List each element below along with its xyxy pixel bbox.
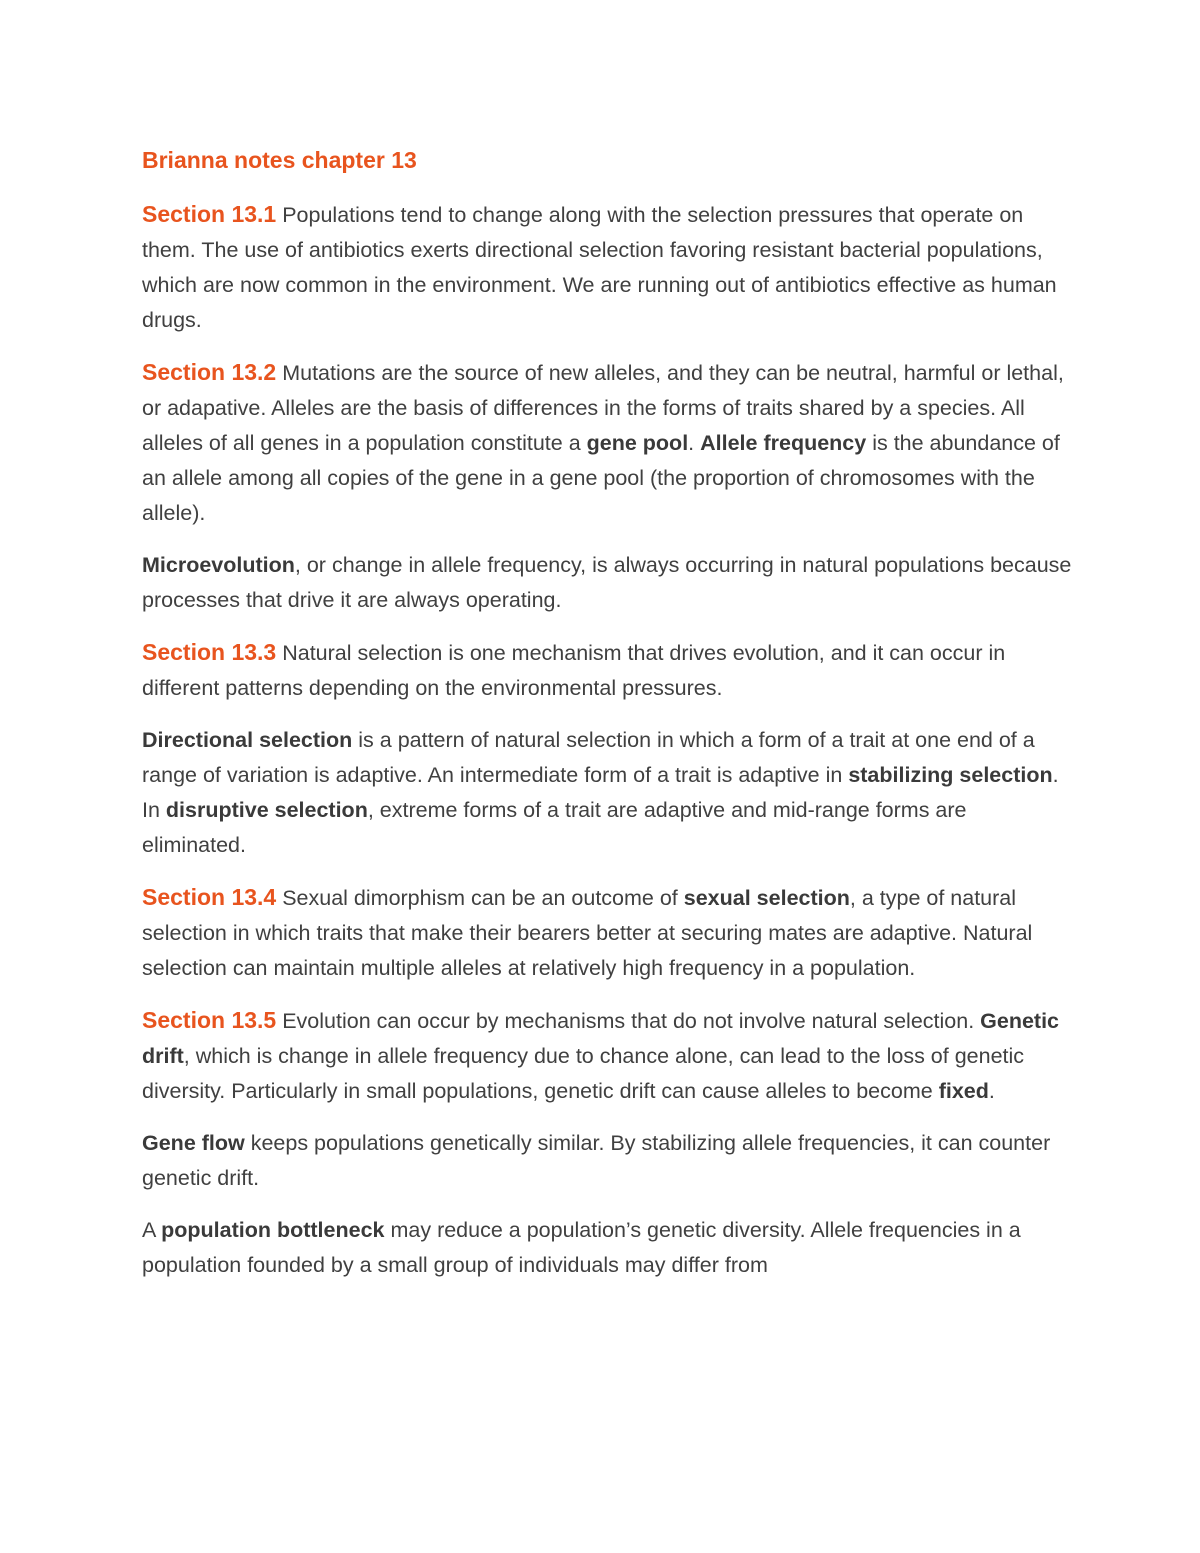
body-text: Mutations are the source of new alleles, and they can be neutral, harmful or lethal, or adapative. Alleles are the basis of differences in the forms of traits shared by a species. All alleles of all genes in a population constitute a (142, 361, 1064, 455)
paragraph (142, 635, 1072, 706)
key-term: disruptive selection (165, 798, 368, 822)
paragraph (142, 548, 1072, 618)
key-term: gene pool (586, 431, 689, 455)
key-term: population bottleneck (161, 1218, 385, 1242)
key-term: sexual selection (683, 886, 850, 910)
key-term: fixed (938, 1079, 989, 1103)
body-text: A (142, 1218, 162, 1242)
section-heading: Section 13.3 (142, 639, 277, 665)
section-heading: Section 13.5 (142, 1007, 277, 1033)
paragraph (142, 723, 1072, 863)
body-text: Sexual dimorphism can be an outcome of (276, 886, 684, 910)
body-text: . In (142, 763, 1059, 822)
key-term: Microevolution (142, 553, 295, 577)
key-term: Directional selection (142, 728, 353, 752)
body-text: . (688, 431, 701, 455)
section-heading: Section 13.2 (142, 359, 277, 385)
paragraph (142, 1126, 1072, 1196)
body-text: Natural selection is one mechanism that drives evolution, and it can occur in different patterns depending on the environmental pressures. (142, 641, 1006, 700)
body-text: Evolution can occur by mechanisms that do not involve natural selection. (276, 1009, 981, 1033)
paragraph (142, 1213, 1072, 1283)
body-text: , a type of natural selection in which traits that make their bearers better at securing mates are adaptive. Natural selection can maintain multiple alleles at relatively high frequency in a population. (142, 886, 1033, 980)
body-text: may reduce a population’s genetic diversity. Allele frequencies in a population founded by a small group of individuals may differ from (142, 1218, 1021, 1277)
body-text: Populations tend to change along with the selection pressures that operate on them. The use of antibiotics exerts directional selection favoring resistant bacterial populations, which are now common in the environment. We are running out of antibiotics effective as human drugs. (142, 203, 1057, 332)
body-text: . (988, 1079, 995, 1103)
key-term: stabilizing selection (848, 763, 1053, 787)
paragraph (142, 355, 1072, 531)
body-text: keeps populations genetically similar. By stabilizing allele frequencies, it can counter genetic drift. (142, 1131, 1051, 1190)
paragraph (142, 1003, 1072, 1109)
body-text: is a pattern of natural selection in which a form of a trait at one end of a range of variation is adaptive. An intermediate form of a trait is adaptive in (142, 728, 1035, 787)
document-title: Brianna notes chapter 13 (142, 147, 417, 173)
paragraph-list (142, 197, 1072, 1283)
paragraph (142, 197, 1072, 338)
body-text: is the abundance of an allele among all copies of the gene in a gene pool (the proportion of chromosomes with the allele). (142, 431, 1060, 525)
key-term: Gene flow (142, 1131, 245, 1155)
key-term: Allele frequency (700, 431, 867, 455)
body-text: , extreme forms of a trait are adaptive and mid-range forms are eliminated. (142, 798, 967, 857)
body-text: , which is change in allele frequency due to chance alone, can lead to the loss of genetic diversity. Particularly in small populations, genetic drift can cause alleles to become (142, 1044, 1025, 1103)
key-term: Genetic drift (142, 1009, 1060, 1068)
section-heading: Section 13.1 (142, 201, 277, 227)
paragraph (142, 880, 1072, 986)
body-text: , or change in allele frequency, is always occurring in natural populations because processes that drive it are always operating. (142, 553, 1072, 612)
section-heading: Section 13.4 (142, 884, 277, 910)
document-body (142, 140, 1072, 1300)
